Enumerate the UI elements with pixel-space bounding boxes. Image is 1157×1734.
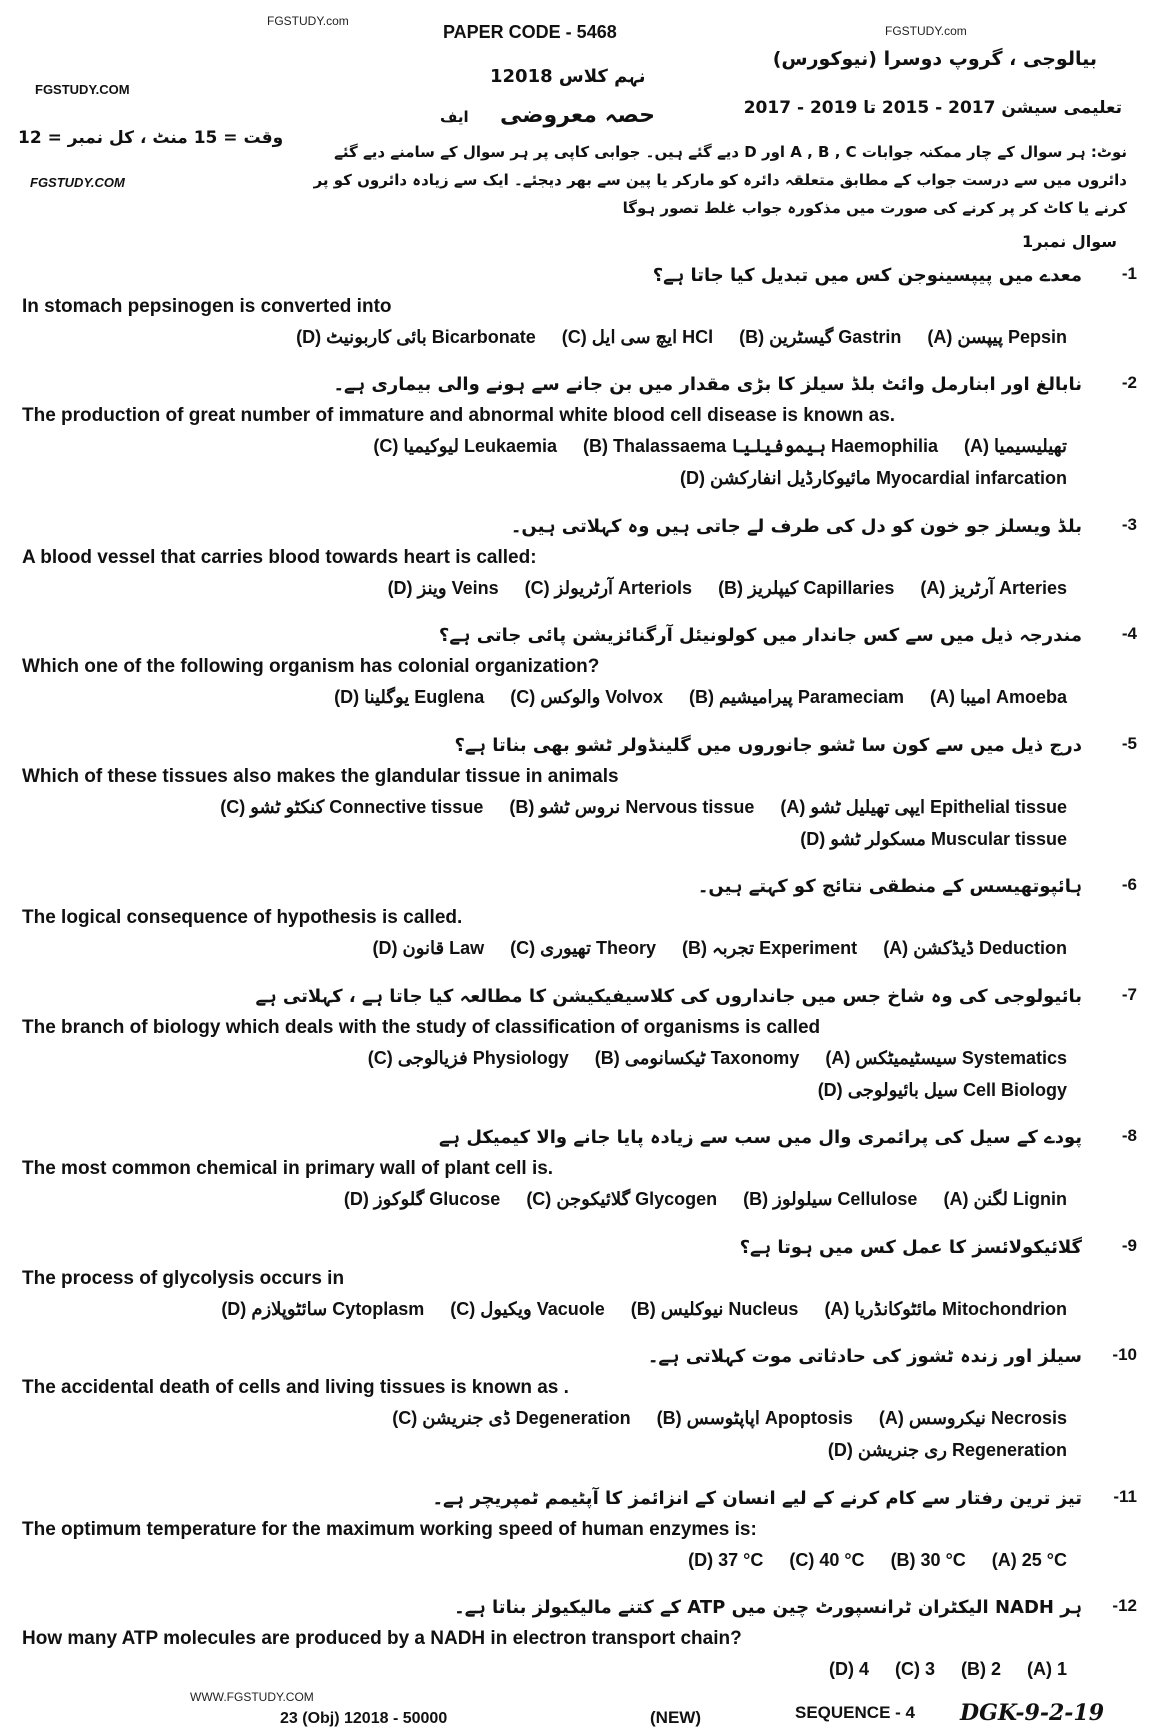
option-c: (C) 3 bbox=[895, 1658, 935, 1679]
footer-new: (NEW) bbox=[650, 1708, 701, 1727]
question bbox=[0, 873, 1157, 961]
option-b: (B) 2 bbox=[961, 1658, 1001, 1679]
class-label: نہم کلاس 12018 bbox=[490, 66, 646, 87]
question-urdu: درج ذیل میں سے کون سا ٹشو جانوروں میں گلینڈولر ٹشو بھی بناتا ہے؟ bbox=[454, 734, 1082, 756]
footer-sequence: SEQUENCE - 4 bbox=[795, 1703, 915, 1722]
question-urdu: معدے میں پیپسینوجن کس میں تبدیل کیا جاتا ہے؟ bbox=[652, 265, 1082, 286]
option-c: (C) آرٹریولز Arteriols bbox=[524, 577, 693, 598]
question-urdu: تیز ترین رفتار سے کام کرنے کے لیے انسان کے انزائمز کا آپٹیمم ٹمپریچر ہے۔ bbox=[432, 1487, 1082, 1509]
option-b: (B) نیوکلیس Nucleus bbox=[630, 1298, 799, 1319]
option-a: (A) امیبا Amoeba bbox=[929, 687, 1067, 708]
option-b: (B) Thalassaema ہیموفیلیا Haemophilia bbox=[583, 436, 939, 457]
question bbox=[0, 1594, 1157, 1682]
question-urdu: سیلز اور زندہ ٹشوز کی حادثاتی موت کہلاتی ہے۔ bbox=[647, 1346, 1082, 1368]
paper-code: PAPER CODE - 5468 bbox=[443, 22, 617, 42]
question-number: -2 bbox=[1121, 373, 1137, 393]
option-c: (C) گلائیکوجن Glycogen bbox=[526, 1189, 718, 1210]
question-number: -3 bbox=[1121, 514, 1137, 534]
instruction-line-2: کو مارکر یا پین سے بھر دیجئے۔ ایک سے زیادہ دائروں کو پر کرنے یا کاٹ کر پر کرنے کی صورت میں مذکورہ جواب غلط تصور ہوگا bbox=[313, 171, 1127, 217]
question-english: How many ATP molecules are produced by a NADH in electron transport chain? bbox=[22, 1627, 742, 1649]
options-row bbox=[0, 1182, 1157, 1212]
question-english: Which one of the following organism has colonial organization? bbox=[22, 656, 600, 678]
option-a: (A) تھیلیسیمیا bbox=[964, 436, 1067, 457]
question-number: -10 bbox=[1112, 1345, 1137, 1365]
question-number: -6 bbox=[1121, 875, 1137, 895]
option-d: (D) مسکولر ٹشو Muscular tissue bbox=[800, 828, 1067, 849]
option-c: (C) ڈی جنریشن Degeneration bbox=[392, 1408, 631, 1429]
option-b: (B) کیپلریز Capillaries bbox=[718, 577, 895, 598]
question bbox=[0, 262, 1157, 350]
option-c: (C) لیوکیمیا Leukaemia bbox=[373, 436, 558, 457]
question-urdu: بائیولوجی کی وہ شاخ جس میں جانداروں کی کلاسیفیکیشن کا مطالعہ کیا جاتا ہے ، کہلاتی ہے bbox=[255, 985, 1082, 1007]
option-a: (A) آرٹریز Arteries bbox=[920, 577, 1067, 598]
question-heading: سوال نمبر1 bbox=[1021, 232, 1117, 251]
option-d: (D) سیل بائیولوجی Cell Biology bbox=[817, 1079, 1067, 1100]
section-title: حصہ معروضی bbox=[500, 103, 655, 128]
question-number: -12 bbox=[1112, 1595, 1137, 1615]
question bbox=[0, 983, 1157, 1103]
question bbox=[0, 1485, 1157, 1573]
option-a: (A) ایپی تھیلیل ٹشو Epithelial tissue bbox=[780, 796, 1067, 817]
question-english: The branch of biology which deals with the study of classification of organisms is called bbox=[22, 1016, 821, 1038]
footer-code: 23 (Obj) 12018 - 50000 bbox=[280, 1710, 448, 1727]
question-number: -9 bbox=[1121, 1235, 1137, 1255]
question-urdu: نابالغ اور ابنارمل وائٹ بلڈ سیلز کا بڑی مقدار میں بن جانے سے ہونے والی بیماری ہے۔ bbox=[333, 374, 1082, 396]
question-number: -5 bbox=[1121, 733, 1137, 753]
question-english: The process of glycolysis occurs in bbox=[22, 1267, 345, 1289]
question-urdu: ہائپوتھیسس کے منطقی نتائج کو کہتے ہیں۔ bbox=[697, 876, 1082, 898]
question-english: The optimum temperature for the maximum working speed of human enzymes is: bbox=[22, 1518, 757, 1540]
option-a: (A) لگنن Lignin bbox=[943, 1189, 1067, 1210]
option-b: (B) 30 °C bbox=[890, 1549, 966, 1570]
question bbox=[0, 1234, 1157, 1322]
option-a: (A) 25 °C bbox=[991, 1549, 1067, 1570]
option-b: (B) تجربہ Experiment bbox=[682, 938, 858, 959]
question-number: -8 bbox=[1121, 1126, 1137, 1146]
option-a: (A) ڈیڈکشن Deduction bbox=[883, 938, 1067, 959]
option-d: (D) ری جنریشن Regeneration bbox=[827, 1440, 1067, 1461]
options-row bbox=[0, 931, 1157, 961]
question-urdu: بلڈ ویسلز جو خون کو دل کی طرف لے جاتی ہیں وہ کہلاتی ہیں۔ bbox=[510, 515, 1082, 537]
options-row bbox=[0, 1652, 1157, 1682]
question-english: The logical consequence of hypothesis is called. bbox=[22, 907, 463, 929]
options-row bbox=[0, 320, 1157, 350]
options-row bbox=[0, 1543, 1157, 1573]
watermark: FGSTUDY.COM bbox=[35, 82, 130, 97]
option-b: (B) پیرامیشیم Parameciam bbox=[688, 687, 904, 708]
option-d: (D) 4 bbox=[829, 1658, 869, 1679]
question-english: Which of these tissues also makes the glandular tissue in animals bbox=[22, 765, 619, 787]
option-c: (C) 40 °C bbox=[789, 1549, 865, 1570]
option-c: (C) فزیالوجی Physiology bbox=[367, 1047, 569, 1068]
question-urdu: گلائیکولائسز کا عمل کس میں ہوتا ہے؟ bbox=[739, 1236, 1082, 1258]
option-a: (A) نیکروسس Necrosis bbox=[878, 1408, 1067, 1429]
options-row bbox=[0, 1041, 1157, 1103]
instructions bbox=[307, 138, 1127, 222]
watermark: FGSTUDY.com bbox=[885, 24, 967, 38]
option-b: (B) اپاپٹوسس Apoptosis bbox=[656, 1408, 853, 1429]
option-a: (A) 1 bbox=[1027, 1658, 1067, 1679]
question-english: A blood vessel that carries blood towards heart is called: bbox=[22, 546, 537, 568]
question bbox=[0, 732, 1157, 852]
option-b: (B) ٹیکسانومی Taxonomy bbox=[594, 1047, 800, 1068]
option-b: (B) سیلولوز Cellulose bbox=[743, 1189, 918, 1210]
option-d: (D) مائیوکارڈیل انفارکشن Myocardial infarcation bbox=[680, 468, 1067, 489]
option-c: (C) کنکٹو ٹشو Connective tissue bbox=[220, 796, 484, 817]
option-a: (A) پیپسن Pepsin bbox=[927, 327, 1067, 347]
option-d: (D) سائٹوپلازم Cytoplasm bbox=[221, 1298, 425, 1319]
option-a: (A) سیسٹیمیٹکس Systematics bbox=[825, 1047, 1067, 1068]
option-c: (C) ویکیول Vacuole bbox=[450, 1298, 605, 1319]
question-english: The most common chemical in primary wall of plant cell is. bbox=[22, 1158, 554, 1180]
question-urdu: ہر NADH الیکٹران ٹرانسپورٹ چین میں ATP کے کتنے مالیکیولز بناتا ہے۔ bbox=[454, 1596, 1082, 1618]
question bbox=[0, 622, 1157, 710]
option-c: (C) والوکس Volvox bbox=[510, 687, 663, 708]
option-d: (D) قانون Law bbox=[372, 938, 485, 959]
question-list bbox=[0, 262, 1157, 1682]
question-english: In stomach pepsinogen is converted into bbox=[22, 296, 392, 317]
question-number: -4 bbox=[1121, 624, 1137, 644]
question bbox=[0, 513, 1157, 601]
question-number: -7 bbox=[1121, 984, 1137, 1004]
question-english: The production of great number of immature and abnormal white blood cell disease is known as. bbox=[22, 405, 896, 427]
question bbox=[0, 1124, 1157, 1212]
question-urdu: مندرجہ ذیل میں سے کس جاندار میں کولونیئل آرگنائزیشن پائی جاتی ہے؟ bbox=[438, 625, 1082, 647]
option-d: (D) گلوکوز Glucose bbox=[343, 1189, 501, 1210]
section-alif-label: ایف bbox=[440, 108, 469, 126]
question bbox=[0, 371, 1157, 491]
question-number: -11 bbox=[1113, 1486, 1137, 1506]
option-d: (D) وینز Veins bbox=[387, 577, 499, 598]
watermark: FGSTUDY.com bbox=[267, 14, 349, 28]
options-row bbox=[0, 1292, 1157, 1322]
question-english: The accidental death of cells and living tissues is known as . bbox=[22, 1377, 569, 1399]
option-c: (C) تھیوری Theory bbox=[510, 938, 657, 959]
option-c: (C) ایچ سی ایل HCl bbox=[561, 327, 714, 347]
footer-site: WWW.FGSTUDY.COM bbox=[190, 1690, 314, 1704]
options-row bbox=[0, 1401, 1157, 1463]
option-d: (D) بائی کاربونیٹ Bicarbonate bbox=[296, 327, 536, 347]
subject-title: بیالوجی ، گروپ دوسرا (نیوکورس) bbox=[772, 48, 1097, 70]
option-a: (A) مائٹوکانڈریا Mitochondrion bbox=[824, 1298, 1067, 1319]
question-number: -1 bbox=[1121, 264, 1137, 283]
option-b: (B) گیسٹرین Gastrin bbox=[739, 327, 902, 347]
time-marks: وقت = 15 منٹ ، کل نمبر = 12 bbox=[18, 128, 284, 148]
options-row bbox=[0, 680, 1157, 710]
instruction-line-1: نوٹ: ہر سوال کے چار ممکنہ جوابات A , B , C اور D دیے گئے ہیں۔ جوابی کاپی پر ہر سوال کے سامنے دیے گئے دائروں میں سے درست جواب کے مطابق متعلقہ دائرہ bbox=[334, 143, 1127, 189]
options-row bbox=[0, 571, 1157, 601]
question bbox=[0, 1343, 1157, 1463]
watermark: FGSTUDY.COM bbox=[30, 175, 125, 190]
session-line: تعلیمی سیشن 2017 - 2015 تا 2019 - 2017 bbox=[743, 98, 1122, 118]
options-row bbox=[0, 429, 1157, 491]
question-urdu: پودے کے سیل کی پرائمری وال میں سب سے زیادہ پایا جانے والا کیمیکل ہے bbox=[438, 1127, 1082, 1149]
options-row bbox=[0, 790, 1157, 852]
handwritten-note: DGK-9-2-19 bbox=[960, 1700, 1105, 1726]
option-b: (B) نروس ٹشو Nervous tissue bbox=[509, 796, 755, 817]
option-d: (D) یوگلینا Euglena bbox=[334, 687, 485, 708]
option-d: (D) 37 °C bbox=[688, 1549, 764, 1570]
